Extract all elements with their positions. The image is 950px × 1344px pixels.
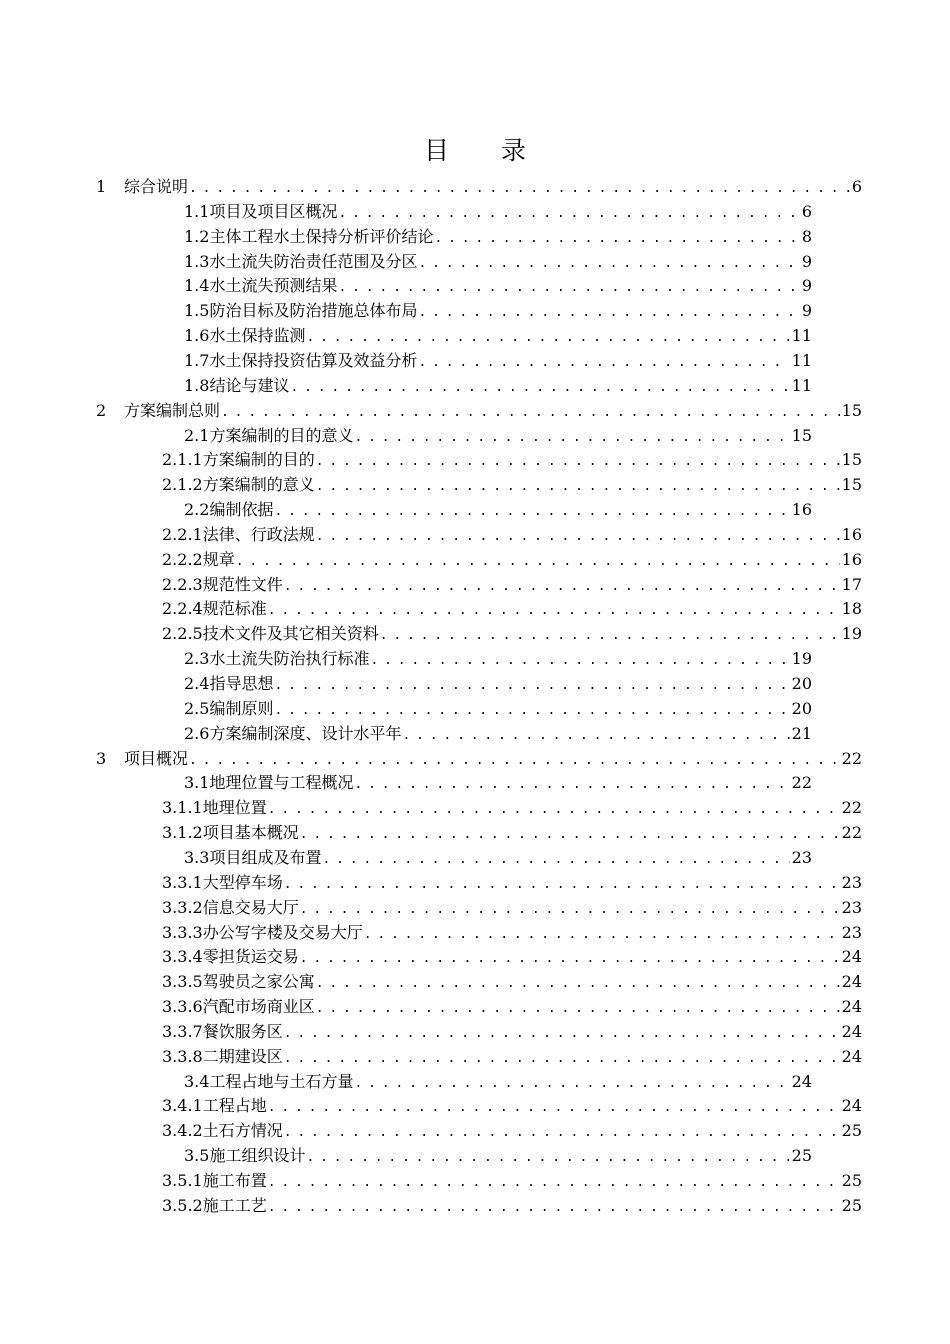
toc-entry-number: 1 <box>96 177 107 196</box>
toc-dot-leader <box>402 724 789 748</box>
toc-dot-leader <box>316 525 840 549</box>
toc-entry-title: 1.3水土流失防治责任范围及分区 <box>184 251 418 271</box>
toc-entry-page-number: 23 <box>841 872 862 892</box>
toc-entry-number: 3 <box>96 748 107 768</box>
toc-entry[interactable] <box>184 672 812 696</box>
toc-entry-page-number: 25 <box>841 1121 862 1141</box>
toc-entry-page-number: 24 <box>841 1021 862 1041</box>
toc-entry[interactable] <box>162 1194 862 1218</box>
toc-entry-title: 3.3.1大型停车场 <box>162 872 283 892</box>
toc-entry[interactable] <box>162 1094 862 1118</box>
toc-entry-page-number: 11 <box>791 375 812 395</box>
toc-entry[interactable] <box>162 622 862 646</box>
toc-entry-title: 3.4.2土石方情况 <box>162 1121 283 1141</box>
toc-entry-page-number: 19 <box>791 649 812 669</box>
toc-dot-leader <box>189 177 850 201</box>
toc-entry-page-number: 9 <box>801 251 812 271</box>
toc-dot-leader <box>300 898 840 922</box>
toc-entry-title: 2.2.3规范性文件 <box>162 574 283 594</box>
toc-entry[interactable] <box>162 448 862 472</box>
toc-entry-page-number: 23 <box>841 922 862 942</box>
toc-dot-leader <box>284 1121 840 1145</box>
toc-entry[interactable] <box>184 771 812 795</box>
toc-entry[interactable] <box>184 374 812 398</box>
toc-dot-leader <box>338 202 799 226</box>
toc-entry-page-number: 16 <box>841 524 862 544</box>
toc-entry-title: 3.3.2信息交易大厅 <box>162 897 299 917</box>
toc-dot-leader <box>316 475 840 499</box>
toc-entry[interactable] <box>184 498 812 522</box>
toc-entry-page-number: 21 <box>791 723 812 743</box>
toc-dot-leader <box>268 1196 840 1220</box>
toc-entry[interactable] <box>184 250 812 274</box>
toc-entry[interactable] <box>162 597 862 621</box>
toc-entry-number: 2 <box>96 400 107 420</box>
toc-entry[interactable] <box>162 573 862 597</box>
toc-entry-title: 2.2.1法律、行政法规 <box>162 524 315 544</box>
toc-entry[interactable] <box>162 970 862 994</box>
toc-entry-page-number: 15 <box>841 400 862 420</box>
toc-dot-leader <box>338 276 799 300</box>
toc-entry[interactable] <box>162 995 862 1019</box>
toc-entry-title: 3.1地理位置与工程概况 <box>184 773 354 793</box>
toc-dot-leader <box>274 699 789 723</box>
toc-entry-page-number: 24 <box>841 997 862 1017</box>
toc-entry[interactable] <box>184 1144 812 1168</box>
toc-dot-leader <box>354 773 789 797</box>
toc-dot-leader <box>316 450 840 474</box>
toc-entry-title: 3.3.5驾驶员之家公寓 <box>162 972 315 992</box>
toc-entry-title: 3.5.2施工工艺 <box>162 1195 267 1215</box>
toc-dot-leader <box>268 599 840 623</box>
toc-entry-page-number: 25 <box>791 1146 812 1166</box>
toc-entry-page-number: 22 <box>791 773 812 793</box>
toc-entry[interactable] <box>184 424 812 448</box>
toc-entry-title: 3.4工程占地与土石方量 <box>184 1071 354 1091</box>
toc-entry-title: 2.2.4规范标准 <box>162 599 267 619</box>
toc-entry-title: 3.1.1地理位置 <box>162 798 267 818</box>
toc-entry-title: 2.1方案编制的目的意义 <box>184 425 354 445</box>
toc-entry-page-number: 15 <box>841 475 862 495</box>
toc-entry-title: 2.1.2方案编制的意义 <box>162 475 315 495</box>
toc-entry[interactable] <box>184 324 812 348</box>
toc-entry-page-number: 23 <box>841 897 862 917</box>
toc-entry-page-number: 9 <box>801 276 812 296</box>
toc-entry-page-number: 17 <box>841 574 862 594</box>
toc-entry-title: 2.1.1方案编制的目的 <box>162 450 315 470</box>
toc-entry[interactable] <box>162 896 862 920</box>
toc-entry[interactable] <box>162 548 862 572</box>
toc-dot-leader <box>322 848 789 872</box>
toc-entry-title: 2.3水土流失防治执行标准 <box>184 649 370 669</box>
toc-entry-title: 1.6水土保持监测 <box>184 326 306 346</box>
toc-entry-page-number: 24 <box>791 1071 812 1091</box>
toc-entry[interactable] <box>184 349 812 373</box>
toc-entry-title: 3.3.8二期建设区 <box>162 1046 283 1066</box>
toc-entry[interactable] <box>184 1070 812 1094</box>
toc-dot-leader <box>236 550 840 574</box>
toc-entry[interactable] <box>96 747 862 771</box>
toc-entry-page-number: 11 <box>791 326 812 346</box>
toc-entry-title: 2.2.5技术文件及其它相关资料 <box>162 624 379 644</box>
toc-entry-title: 1.8结论与建议 <box>184 375 290 395</box>
toc-entry-page-number: 11 <box>791 350 812 370</box>
toc-entry-title: 项目概况 <box>124 748 189 768</box>
toc-entry-title: 2.6方案编制深度、设计水平年 <box>184 723 402 743</box>
toc-entry-page-number: 15 <box>841 450 862 470</box>
toc-entry-title: 3.4.1工程占地 <box>162 1096 267 1116</box>
toc-entry-page-number: 16 <box>791 500 812 520</box>
toc-dot-leader <box>300 947 840 971</box>
toc-dot-leader <box>316 997 840 1021</box>
toc-entry-page-number: 23 <box>791 847 812 867</box>
toc-dot-leader <box>268 1171 840 1195</box>
toc-dot-leader <box>418 252 799 276</box>
toc-entry-page-number: 8 <box>801 226 812 246</box>
toc-entry-title: 3.5.1施工布置 <box>162 1171 267 1190</box>
toc-entry-title: 2.5编制原则 <box>184 698 274 718</box>
toc-entry[interactable] <box>162 821 862 845</box>
toc-entry-title: 1.1项目及项目区概况 <box>184 201 338 221</box>
toc-entry-page-number: 22 <box>841 798 862 818</box>
toc-dot-leader <box>284 1047 840 1071</box>
toc-entry[interactable] <box>162 871 862 895</box>
toc-entry[interactable] <box>184 274 812 298</box>
toc-entry-page-number: 25 <box>841 1171 862 1190</box>
toc-entry[interactable] <box>184 200 812 224</box>
toc-entry-page-number: 25 <box>841 1195 862 1215</box>
toc-entry-title: 1.7水土保持投资估算及效益分析 <box>184 350 418 370</box>
toc-dot-leader <box>364 923 840 947</box>
toc-entry[interactable] <box>162 1045 862 1069</box>
toc-entry-page-number: 6 <box>851 177 862 196</box>
toc-entry-title: 2.4指导思想 <box>184 674 274 693</box>
toc-entry-page-number: 22 <box>841 823 862 843</box>
toc-dot-leader <box>300 823 840 847</box>
toc-entry[interactable] <box>162 473 862 497</box>
toc-entry[interactable] <box>162 921 862 945</box>
toc-entry-title: 3.3.4零担货运交易 <box>162 947 299 967</box>
toc-entry-page-number: 24 <box>841 1046 862 1066</box>
toc-entry-title: 3.5施工组织设计 <box>184 1146 306 1166</box>
toc-dot-leader <box>370 649 789 673</box>
toc-entry-title: 1.4水土流失预测结果 <box>184 276 338 296</box>
toc-entry-title: 3.1.2项目基本概况 <box>162 823 299 843</box>
toc-entry[interactable] <box>162 1169 862 1193</box>
toc-entry-page-number: 18 <box>841 599 862 619</box>
toc-entry[interactable] <box>184 299 812 323</box>
toc-entry-page-number: 24 <box>841 972 862 992</box>
toc-dot-leader <box>306 1146 789 1170</box>
toc-entry[interactable] <box>184 647 812 671</box>
toc-entry-title: 3.3.6汽配市场商业区 <box>162 997 315 1017</box>
toc-entry[interactable] <box>184 697 812 721</box>
toc-dot-leader <box>284 1022 840 1046</box>
toc-entry-title: 1.2主体工程水土保持分析评价结论 <box>184 226 434 246</box>
toc-entry[interactable] <box>184 225 812 249</box>
toc-dot-leader <box>434 227 799 251</box>
toc-entry[interactable] <box>96 175 862 199</box>
toc-entry[interactable] <box>184 722 812 746</box>
page-title: 目 录 <box>424 136 548 165</box>
toc-entry-page-number: 22 <box>841 748 862 768</box>
toc-entry[interactable] <box>96 399 862 423</box>
toc-dot-leader <box>268 1096 840 1120</box>
toc-entry-title: 3.3项目组成及布置 <box>184 847 322 867</box>
toc-entry-title: 方案编制总则 <box>124 400 221 420</box>
toc-entry[interactable] <box>162 1119 862 1143</box>
toc-dot-leader <box>284 873 840 897</box>
toc-dot-leader <box>284 575 840 599</box>
toc-entry-title: 2.2编制依据 <box>184 500 274 520</box>
toc-dot-leader <box>316 972 840 996</box>
toc-dot-leader <box>380 624 840 648</box>
toc-entry[interactable] <box>184 846 812 870</box>
toc-entry[interactable] <box>162 523 862 547</box>
toc-dot-leader <box>221 401 840 425</box>
toc-entry[interactable] <box>162 945 862 969</box>
toc-dot-leader <box>274 674 789 698</box>
toc-dot-leader <box>189 749 840 773</box>
toc-entry-page-number: 24 <box>841 947 862 967</box>
toc-dot-leader <box>268 798 840 822</box>
toc-entry-title: 3.3.7餐饮服务区 <box>162 1021 283 1041</box>
toc-dot-leader <box>290 376 789 400</box>
toc-entry-page-number: 6 <box>801 201 812 221</box>
toc-entry-page-number: 20 <box>791 698 812 718</box>
toc-entry-page-number: 16 <box>841 549 862 569</box>
toc-entry-page-number: 20 <box>791 674 812 693</box>
toc-entry-page-number: 24 <box>841 1096 862 1116</box>
toc-dot-leader <box>354 426 789 450</box>
toc-dot-leader <box>306 326 789 350</box>
toc-entry-title: 1.5防治目标及防治措施总体布局 <box>184 301 418 321</box>
toc-entry[interactable] <box>162 796 862 820</box>
toc-entry[interactable] <box>162 1020 862 1044</box>
toc-dot-leader <box>274 500 789 524</box>
toc-entry-page-number: 19 <box>841 624 862 644</box>
toc-entry-title: 综合说明 <box>124 177 189 196</box>
toc-dot-leader <box>418 351 789 375</box>
toc-entry-page-number: 9 <box>801 301 812 321</box>
toc-entry-title: 3.3.3办公写字楼及交易大厅 <box>162 922 363 942</box>
toc-entry-page-number: 15 <box>791 425 812 445</box>
toc-dot-leader <box>354 1072 789 1096</box>
toc-dot-leader <box>418 301 799 325</box>
toc-entry-title: 2.2.2规章 <box>162 549 235 569</box>
